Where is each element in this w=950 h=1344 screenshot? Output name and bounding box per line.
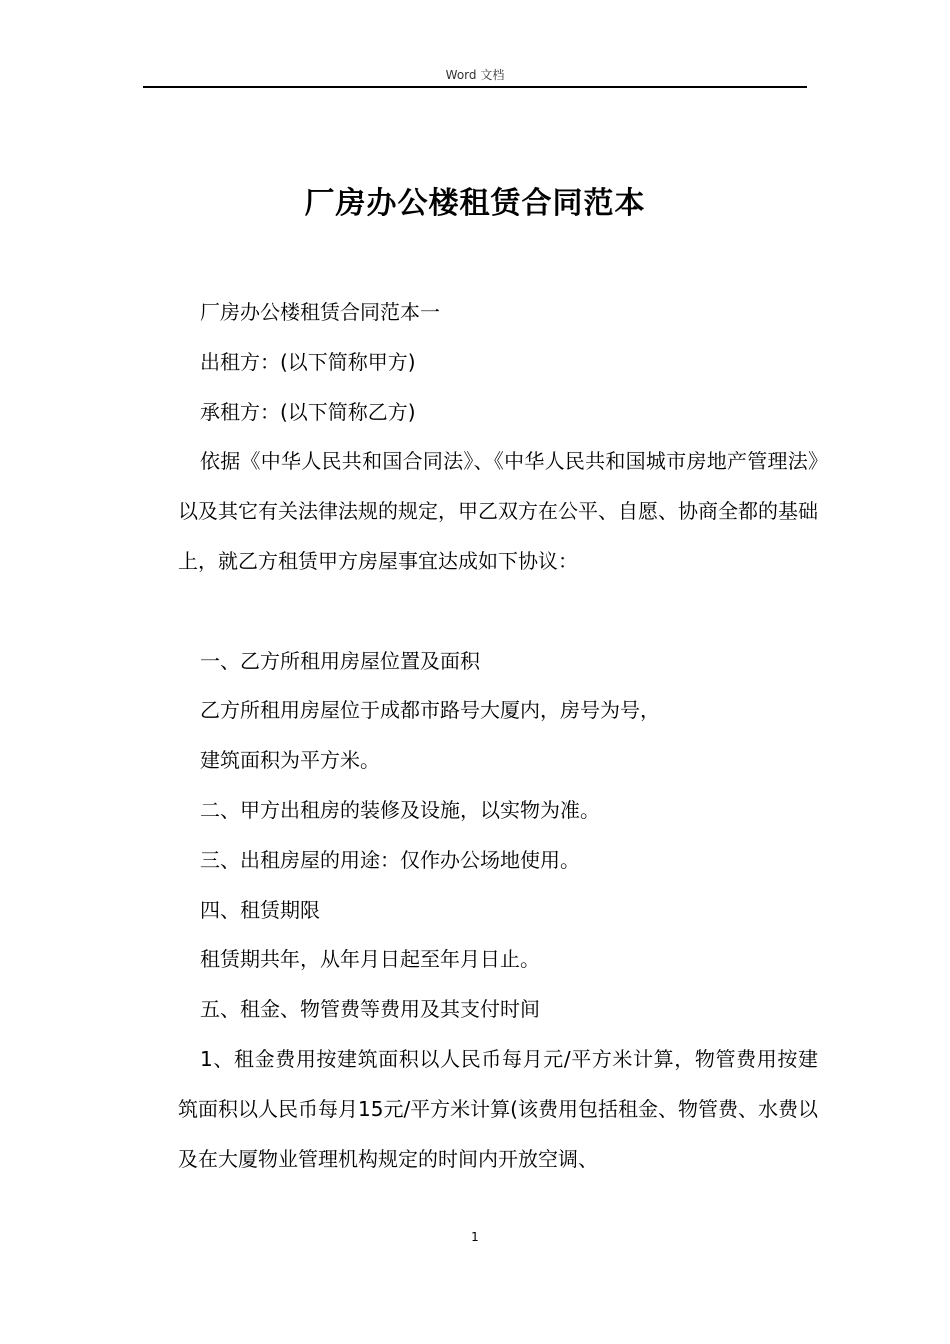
paragraph-lease-term: 租赁期共年，从年月日起至年月日止。 [200,947,540,972]
document-title: 厂房办公楼租赁合同范本 [304,186,646,222]
paragraph-section-1-heading: 一、乙方所租用房屋位置及面积 [200,648,480,673]
page-number: 1 [471,1230,479,1244]
paragraph-rent-fees: 1、租金费用按建筑面积以人民币每月元/平方米计算，物管费用按建筑面积以人民币每月15元/平方米计算(该费用包括租金、物管费、水费以及在大厦物业管理机构规定的时间内开放空调、 [178,1046,818,1171]
paragraph-section-5-heading: 五、租金、物管费等费用及其支付时间 [200,997,540,1022]
paragraph-spacer [178,587,818,637]
paragraph-area: 建筑面积为平方米。 [200,748,380,773]
paragraph-section-2: 二、甲方出租房的装修及设施，以实物为准。 [200,797,600,822]
paragraph-section-4-heading: 四、租赁期限 [200,897,320,922]
paragraph-lessor: 出租方：(以下简称甲方) [200,349,416,374]
paragraph-contract-heading: 厂房办公楼租赁合同范本一 [200,300,440,324]
document-body [178,288,818,1184]
paragraph-legal-basis: 依据《中华人民共和国合同法》、《中华人民共和国城市房地产管理法》以及其它有关法律法规的规定，甲乙双方在公平、自愿、协商全都的基础上，就乙方租赁甲方房屋事宜达成如下协议： [178,449,818,573]
paragraph-location: 乙方所租用房屋位于成都市路号大厦内，房号为号， [200,698,660,723]
header-divider [143,86,807,88]
header-text: Word 文档 [445,68,505,82]
paragraph-section-3: 三、出租房屋的用途：仅作办公场地使用。 [200,847,580,872]
paragraph-lessee: 承租方：(以下简称乙方) [200,399,416,424]
